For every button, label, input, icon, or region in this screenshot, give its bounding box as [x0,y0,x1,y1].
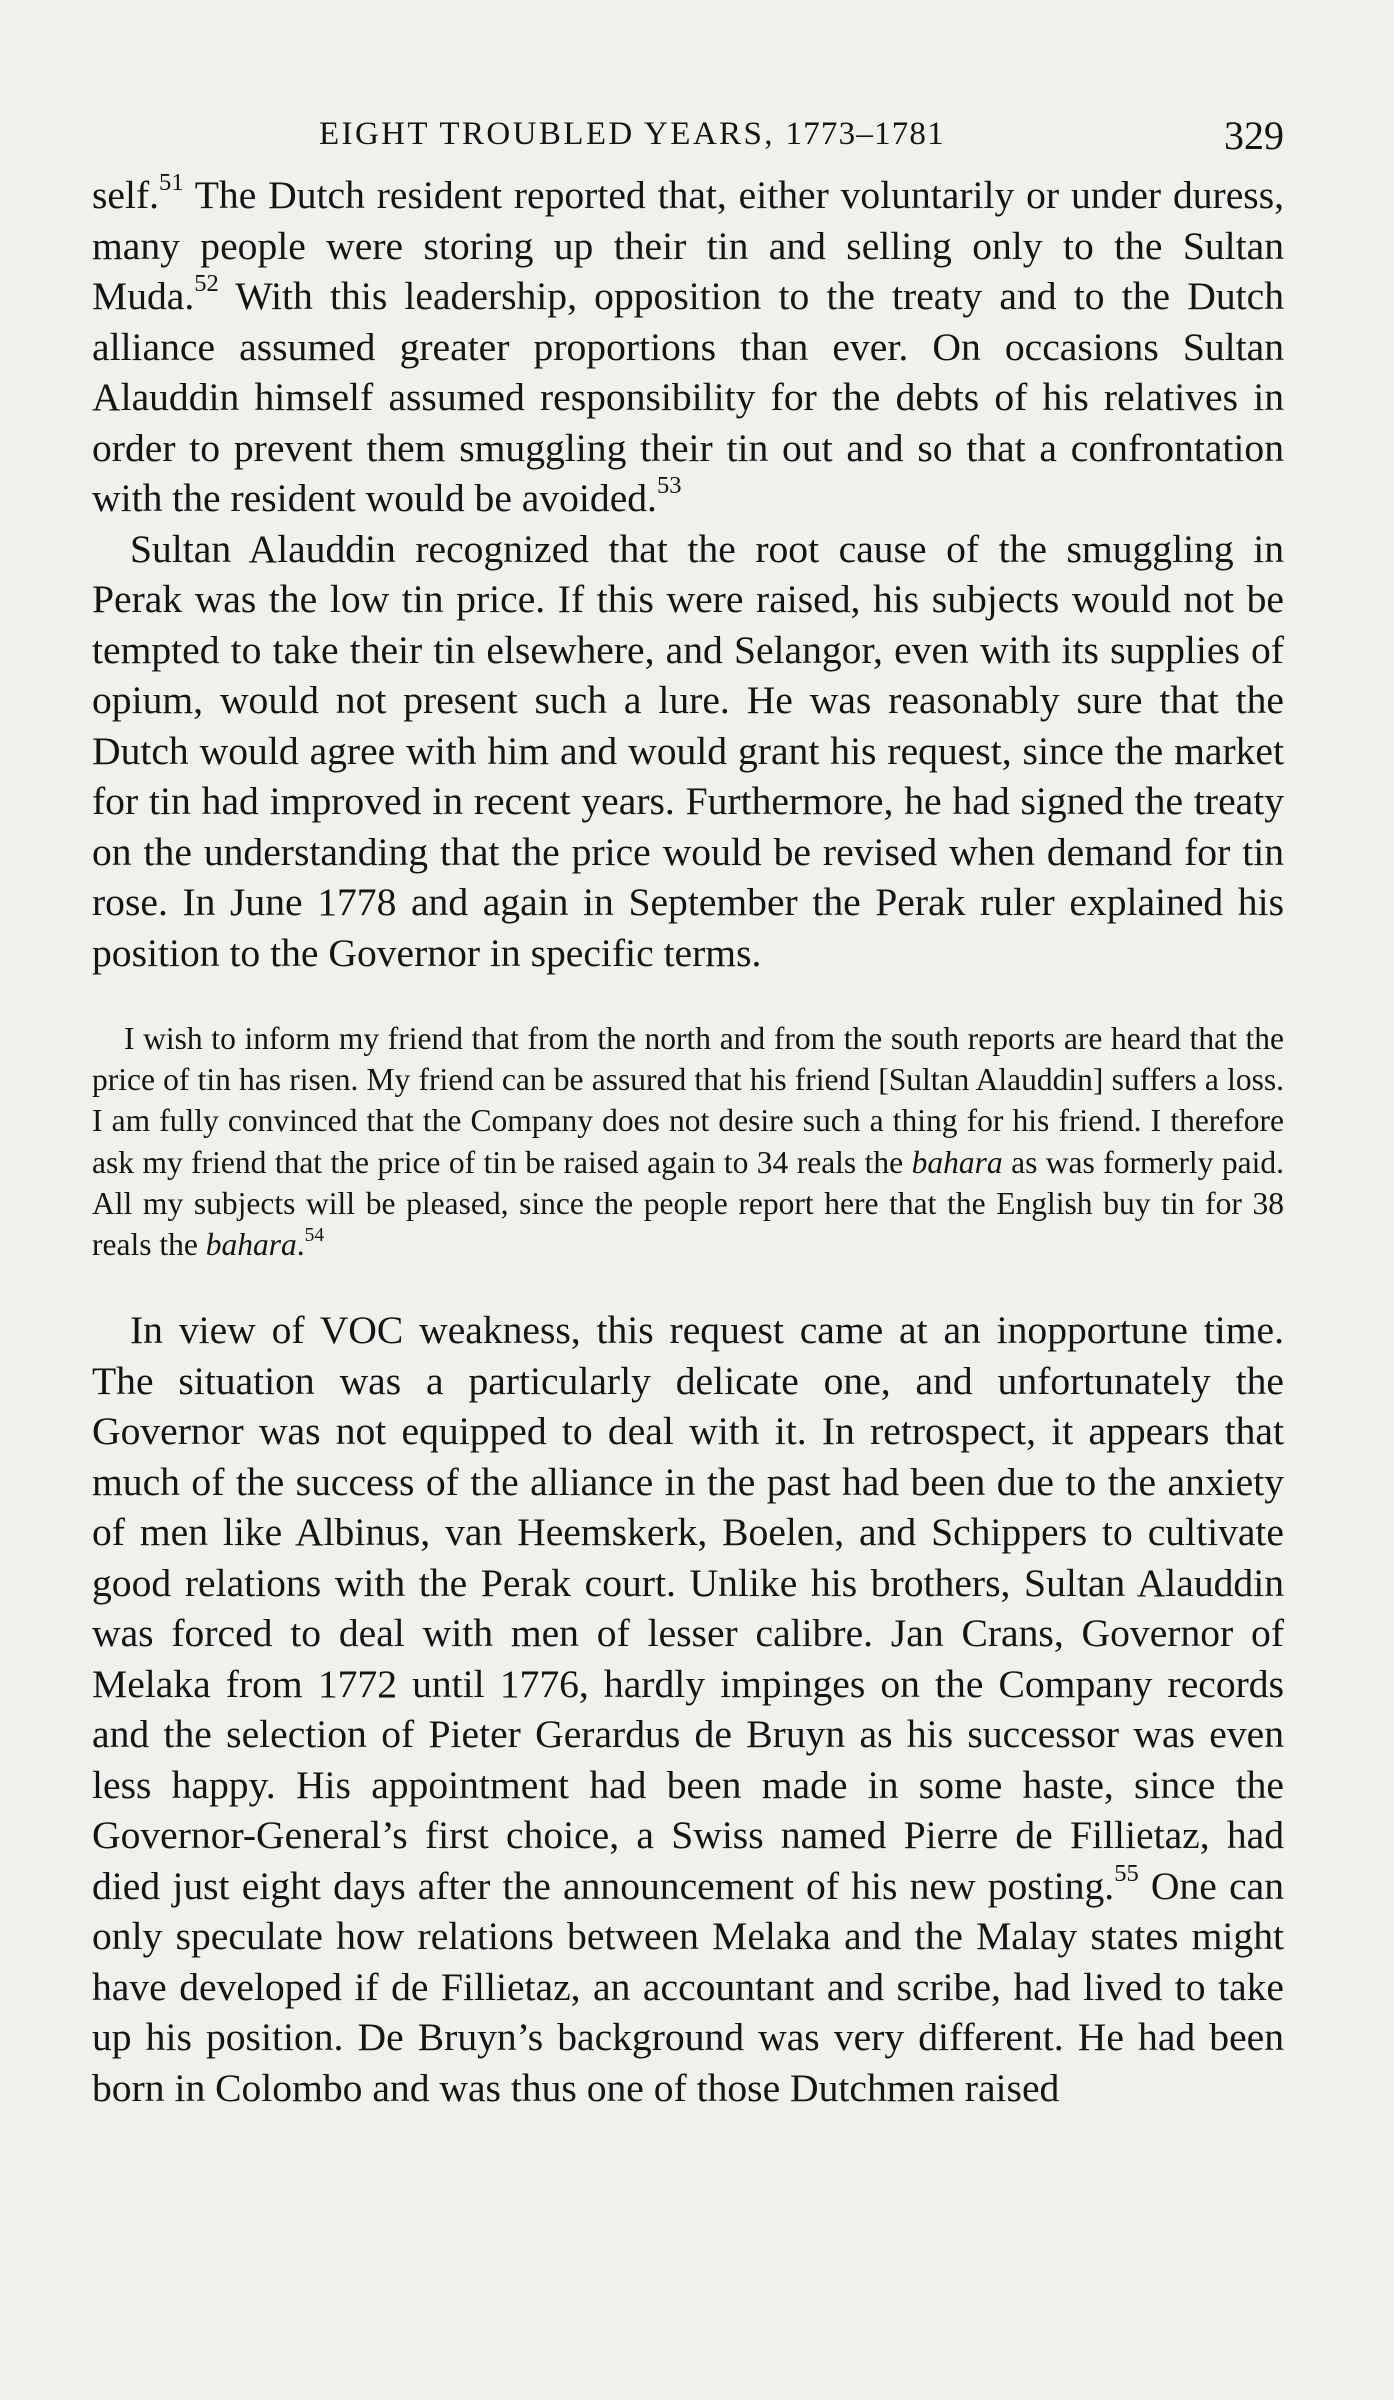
paragraph-3: In view of VOC weakness, this request came at an inopportune time. The situation was a particularly delicate one, and unfortunately the Governor was not equipped to deal with it. In retrospect, it appears that much of the success of the alliance in the past had been due to the anxiety of men like Albinus, van Heemskerk, Boelen, and Schippers to cultivate good relations with the Perak court. Unlike his brothers, Sultan Alauddin was forced to deal with men of lesser calibre. Jan Crans, Governor of Melaka from 1772 until 1776, hardly impinges on the Company records and the selection of Pieter Gerardus de Bruyn as his successor was even less happy. His appointment had been made in some haste, since the Governor-General’s first choice, a Swiss named Pierre de Fillietaz, had died just eight days after the announcement of his new posting.$^{55}$ One can only speculate how relations between Melaka and the Malay states might have developed if de Fillietaz, an accountant and scribe, had lived to take up his position. De Bruyn’s background was very different. He had been born in Colombo and was thus one of those Dutchmen raised [92,1308,1284,2110]
footnote-ref-52: 52 [194,270,219,298]
page-number: 329 [1224,113,1284,158]
footnote-ref-53: 53 [656,472,682,500]
running-head [92,112,1284,162]
italic-term: bahara [205,1227,297,1263]
italic-term: bahara [911,1144,1003,1180]
footnote-ref-54: 54 [304,1224,325,1246]
running-title: EIGHT TROUBLED YEARS, 1773–1781 [319,116,945,152]
block-quote: I wish to inform my friend that from the north and from the south reports are heard that the price of tin has risen. My friend can be assured that his friend [Sultan Alauddin] suffers a loss. I am fully convinced that the Company does not desire such a thing for his friend. I therefore ask my friend that the price of tin be raised again to 34 reals the bahara as was formerly paid. All my subjects will be pleased, since the people report here that the English buy tin for 38 reals the bahara.$^{54}$ [92,1021,1284,1263]
footnote-ref-51: 51 [159,169,184,197]
running-title-years: 1773–1781 [785,116,945,152]
footnote-ref-55: 55 [1114,1860,1139,1888]
body-text [92,170,1284,2113]
paragraph-2: Sultan Alauddin recognized that the root cause of the smuggling in Perak was the low tin price. If this were raised, his subjects would not be tempted to take their tin elsewhere, and Selangor, even with its supplies of opium, would not present such a lure. He was reasonably sure that the Dutch would agree with him and would grant his request, since the market for tin had improved in recent years. Furthermore, he had signed the treaty on the understanding that the price would be revised when demand for tin rose. In June 1778 and again in September the Perak ruler explained his position to the Governor in specific terms. [92,526,1284,975]
paragraph-1: self.$^{51}$ The Dutch resident reported that, either voluntarily or under duress, many people were storing up their tin and selling only to the Sultan Muda.$^{52}$ With this leadership, opposition to the treaty and to the Dutch alliance assumed greater proportions than ever. On occasions Sultan Alauddin himself assumed responsibility for the debts of his relatives in order to prevent them smuggling their tin out and so that a confrontation with the resident would be avoided.$^{53}$ [92,169,1284,520]
